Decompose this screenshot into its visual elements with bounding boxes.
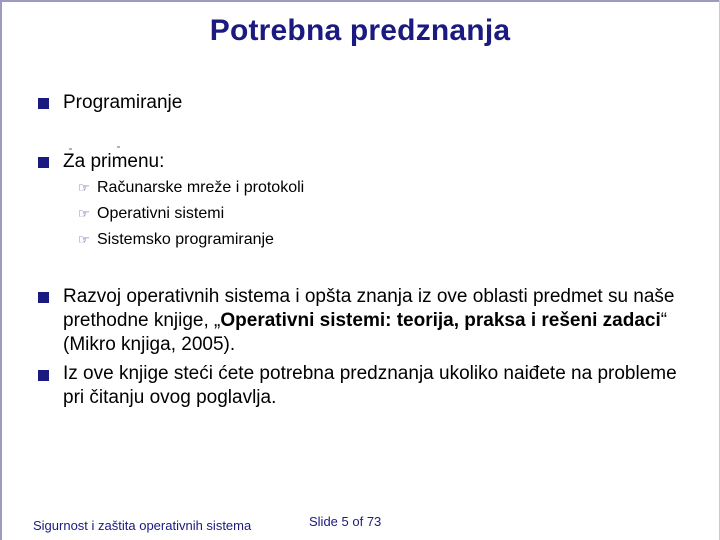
book-title: Operativni sistemi: teorija, praksa i rešeni zadaci — [220, 310, 661, 331]
slide-frame-left — [0, 0, 2, 540]
pointing-hand-icon: ☞ — [78, 232, 90, 247]
subitem-operativni-sistemi: Operativni sistemi — [97, 205, 225, 222]
square-bullet-icon — [38, 98, 49, 109]
square-bullet-icon — [38, 370, 49, 381]
pointing-hand-icon: ☞ — [78, 206, 90, 221]
bullet-za-primenu: Za primenu: — [63, 151, 165, 172]
square-bullet-icon — [38, 157, 49, 168]
slide-frame-top — [0, 0, 720, 2]
speck-mark — [117, 146, 120, 148]
bullet-programiranje: Programiranje — [63, 92, 183, 113]
paragraph-razvoj-text: Razvoj operativnih sistema i opšta znanja iz ove oblasti predmet su naše prethodne knjige, „ — [63, 286, 675, 331]
paragraph-razvoj-end: “ (Mikro knjiga, 2005). — [63, 310, 668, 355]
footer-course-title: Sigurnost i zaštita operativnih sistema — [33, 518, 252, 533]
paragraph-razvoj — [63, 285, 703, 357]
footer-slide-number: Slide 5 of 73 — [309, 514, 382, 529]
subitem-racunarske-mreze: Računarske mreže i protokoli — [97, 179, 305, 196]
subitem-sistemsko-programiranje: Sistemsko programiranje — [97, 231, 274, 248]
slide-title: Potrebna predznanja — [209, 14, 511, 47]
paragraph-iz-ove-knjige: Iz ove knjige steći ćete potrebna predznanja ukoliko naiđete na probleme pri čitanju ovog poglavlja. — [63, 363, 677, 408]
pointing-hand-icon: ☞ — [78, 180, 90, 195]
square-bullet-icon — [38, 292, 49, 303]
